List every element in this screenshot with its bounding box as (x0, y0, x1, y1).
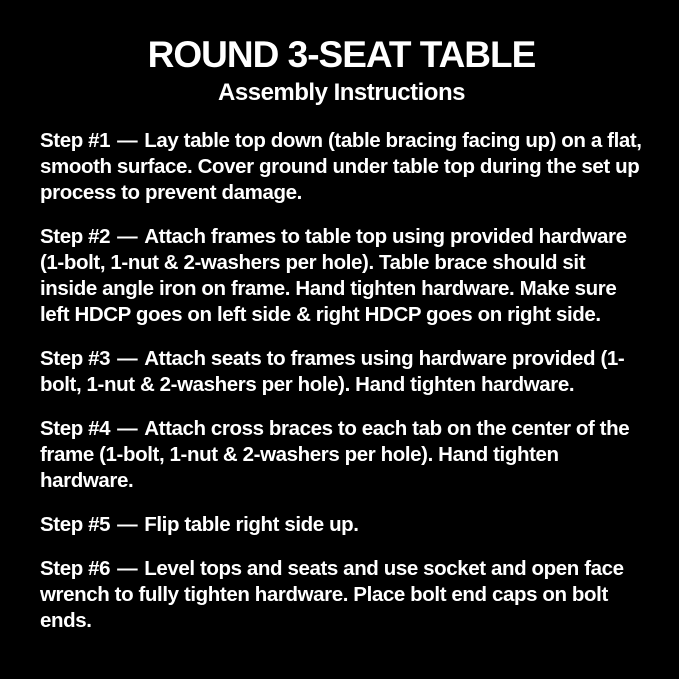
step-separator: — (117, 417, 138, 441)
step-2-paragraph (40, 224, 643, 328)
step-separator: — (117, 129, 138, 153)
step-1-text: Lay table top down (table bracing facing up) on a flat, smooth surface. Cover ground under table top during the set up process to prevent damage. (40, 129, 642, 205)
step-6-text: Level tops and seats and use socket and open face wrench to fully tighten hardware. Place bolt end caps on bolt ends. (40, 557, 624, 633)
step-separator: — (117, 557, 138, 581)
step-4-label: Step #4 (40, 417, 111, 441)
step-separator: — (117, 225, 138, 249)
step-3-paragraph (40, 346, 643, 398)
step-1-paragraph (40, 128, 643, 206)
step-4-paragraph (40, 416, 643, 494)
step-separator: — (117, 347, 138, 371)
step-3-text: Attach seats to frames using hardware provided (1-bolt, 1-nut & 2-washers per hole). Hand tighten hardware. (40, 347, 625, 397)
step-5-text: Flip table right side up. (144, 513, 359, 537)
step-2-text: Attach frames to table top using provided hardware (1-bolt, 1-nut & 2-washers per hole). Table brace should sit inside angle iron on frame. Hand tighten hardware. Make sure left HDCP goes on left side & right HDCP goes on right side. (40, 225, 627, 327)
step-3-label: Step #3 (40, 347, 111, 371)
step-5-label: Step #5 (40, 513, 111, 537)
step-6-label: Step #6 (40, 557, 111, 581)
page-subtitle: Assembly Instructions (218, 78, 465, 106)
page-title: ROUND 3-SEAT TABLE (147, 34, 536, 75)
step-1-label: Step #1 (40, 129, 111, 153)
step-4-text: Attach cross braces to each tab on the center of the frame (1-bolt, 1-nut & 2-washers per hole). Hand tighten hardware. (40, 417, 630, 493)
step-separator: — (117, 513, 138, 537)
step-5-paragraph (40, 512, 643, 538)
step-6-paragraph (40, 556, 643, 634)
step-2-label: Step #2 (40, 225, 111, 249)
